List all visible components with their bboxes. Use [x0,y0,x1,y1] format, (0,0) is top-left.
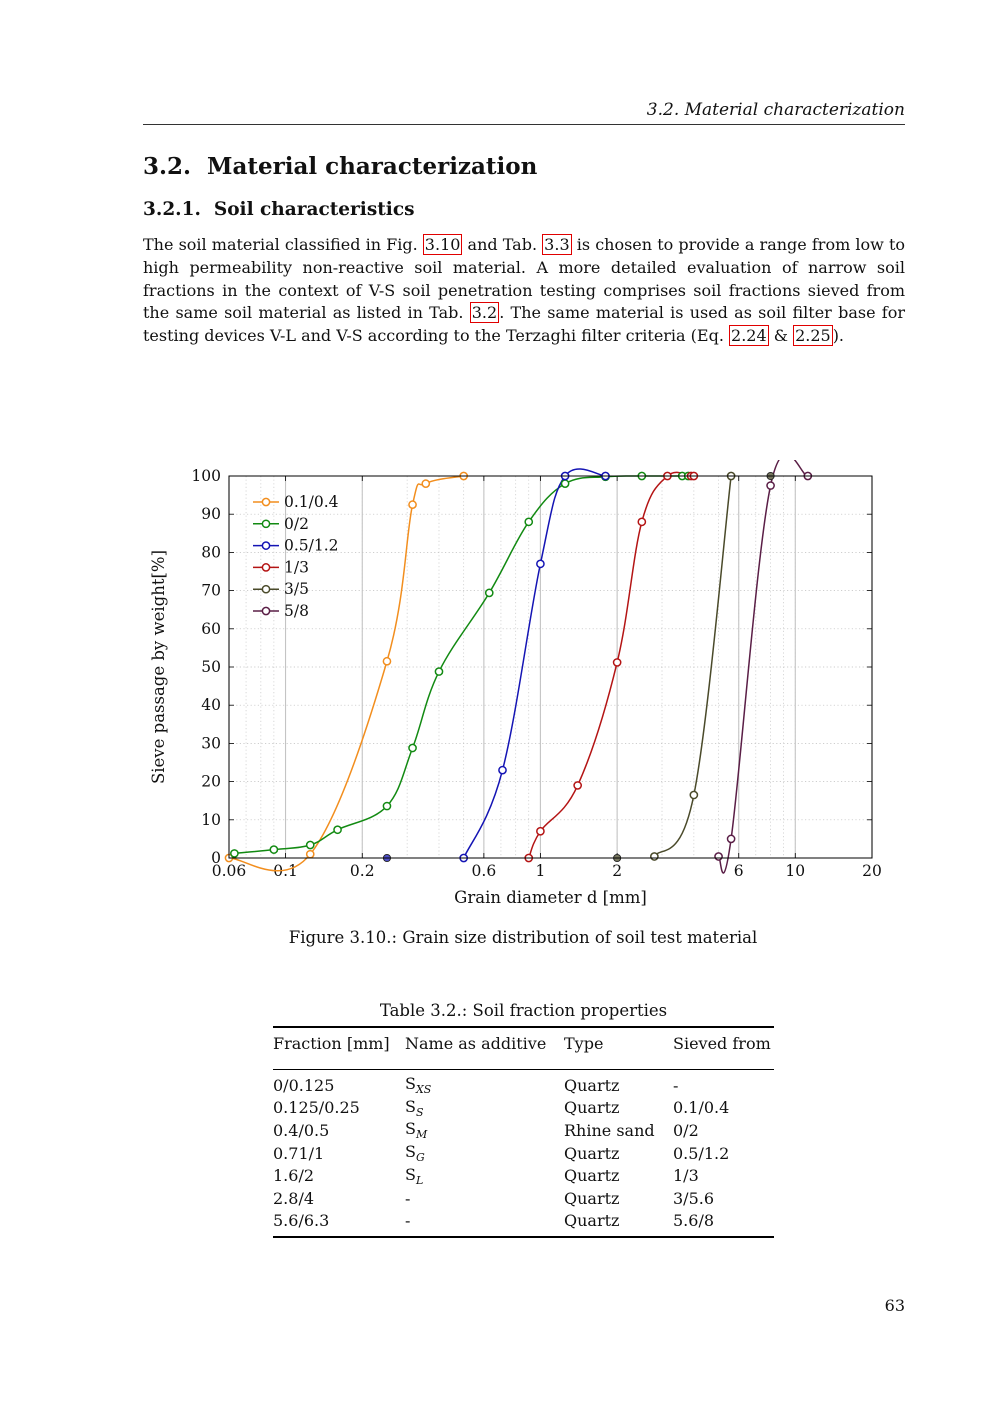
y-tick-label: 100 [191,467,221,485]
cell-type: Quartz [564,1210,673,1238]
y-tick-label: 30 [201,734,221,753]
data-point [767,482,774,489]
legend-marker [262,564,269,571]
y-tick-label: 70 [201,581,221,600]
cell-sieved-from: 5.6/8 [673,1210,774,1238]
data-point [307,851,314,858]
paragraph-text: and Tab. [462,235,543,254]
soil-fraction-table [273,1026,774,1238]
section-number: 3.2. [143,153,192,180]
data-point [334,826,341,833]
x-tick-label: 2 [612,862,623,880]
table-row [273,1142,774,1165]
cell-sieved-from: 0/2 [673,1120,699,1140]
cell-name: $S_M$ [405,1119,428,1142]
paragraph-text: . The same material is used as soil filter base for testing devices V-L and V-S according to the Terzaghi filter criteria (Eq. [143,303,905,346]
column-header-sieved: Sieved from [673,1027,774,1070]
data-point [651,853,658,860]
data-point [537,560,544,567]
x-tick-label: 0.2 [349,862,375,880]
data-point [690,791,697,798]
table-row [273,1119,774,1142]
legend-marker [262,542,269,549]
x-axis-label: Grain diameter d [mm] [454,888,647,907]
subsection-title [143,199,415,220]
table-header-row [273,1027,774,1070]
x-tick-label: 6 [733,862,744,880]
section-title-text: Material characterization [207,153,538,180]
table-reference-link[interactable]: 3.3 [544,235,570,254]
cell-fraction: 0.125/0.25 [273,1098,360,1118]
table-row [273,1210,774,1238]
cell-type: Quartz [564,1143,620,1163]
legend-label: 0.5/1.2 [284,536,339,555]
subsection-title-text: Soil characteristics [213,199,415,220]
legend-label: 3/5 [284,580,309,599]
cell-name: $S_G$ [405,1141,425,1165]
cell-fraction: 0.71/1 [273,1143,325,1163]
data-point [574,782,581,789]
data-point [715,853,722,860]
cell-name: - [405,1188,411,1208]
cell-type: Rhine sand [564,1120,655,1140]
column-header-type: Type [564,1027,673,1070]
cell-type: Quartz [564,1098,620,1118]
y-tick-label: 60 [201,619,221,638]
cell-fraction: 2.8/4 [273,1188,315,1208]
data-point [422,480,429,487]
data-point [486,589,493,596]
data-point [383,802,390,809]
cell-fraction: 5.6/6.3 [273,1210,405,1238]
figure-caption: Figure 3.10.: Grain size distribution of soil test material [288,928,758,947]
data-point [614,659,621,666]
paragraph-text: ). [832,326,845,346]
table-reference-link[interactable]: 3.2 [471,303,498,323]
legend-marker [262,498,269,505]
table-row [273,1164,774,1187]
legend-label: 5/8 [284,602,309,620]
column-header-name: Name as additive [405,1027,564,1070]
legend-label: 0/2 [284,514,309,533]
cell-sieved-from: 0.5/1.2 [673,1143,730,1163]
section-title [143,153,537,180]
y-tick-label: 10 [201,810,221,829]
figure-reference-link[interactable]: 3.10 [424,235,461,254]
table-row [273,1070,774,1097]
cell-name: - [405,1210,564,1238]
cell-fraction: 0/0.125 [273,1075,335,1095]
equation-reference-link[interactable]: 2.24 [731,326,767,346]
data-point [307,841,314,848]
data-point [499,767,506,774]
paragraph-text: & [768,326,794,346]
legend-label: 1/3 [284,558,309,577]
paragraph-text: The soil material classified in Fig. [143,235,423,254]
x-tick-label: 0.6 [471,862,497,880]
cell-fraction: 0.4/0.5 [273,1120,330,1140]
column-header-fraction: Fraction [mm] [273,1027,405,1070]
cell-fraction: 1.6/2 [273,1166,315,1186]
cell-type: Quartz [564,1166,620,1186]
table-caption: Table 3.2.: Soil fraction properties [379,1001,668,1020]
data-point [537,828,544,835]
x-tick-label: 10 [785,862,806,880]
data-point [727,835,734,842]
cell-type: Quartz [564,1075,620,1095]
x-tick-label: 0.06 [211,862,247,880]
y-tick-label: 0 [211,849,221,867]
y-tick-label: 90 [201,505,221,524]
table-row [273,1097,774,1120]
legend-label: 0.1/0.4 [284,493,339,511]
subsection-number: 3.2.1. [143,199,201,220]
equation-reference-link[interactable]: 2.25 [795,326,831,346]
cell-sieved-from: 1/3 [673,1166,699,1186]
running-head: 3.2. Material characterization [646,100,905,120]
data-point [435,668,442,675]
legend-marker [262,607,269,614]
x-tick-label: 1 [535,862,546,880]
data-point [525,518,532,525]
data-point [409,744,416,751]
paragraph-text: is chosen to provide a range from low to high permeability non-reactive soil material. A more detailed evaluation of narrow soil fractions in the context of V-S soil penetration testing comprises soil fractions sieved from the same soil material as listed in Tab. [143,235,906,323]
x-tick-label: 0.1 [273,862,298,880]
y-tick-label: 40 [201,696,221,715]
cell-sieved-from: 3/5.6 [673,1188,715,1208]
y-tick-label: 20 [201,772,221,791]
data-point [231,850,238,857]
data-point [383,658,390,665]
x-tick-label: 20 [862,862,882,880]
y-axis-label: Sieve passage by weight[%] [149,549,168,785]
cell-sieved-from: - [673,1075,679,1095]
grain-size-chart [140,460,900,910]
cell-name: $S_{XS}$ [405,1074,432,1097]
cell-name: $S_S$ [405,1096,424,1119]
data-point [270,846,277,853]
data-point [409,501,416,508]
cell-name: $S_L$ [405,1164,424,1187]
y-tick-label: 50 [201,658,221,676]
page-number: 63 [884,1296,905,1315]
table-row [273,1187,774,1210]
y-tick-label: 80 [201,543,221,562]
legend-marker [262,520,269,527]
cell-type: Quartz [564,1188,620,1208]
body-paragraph [143,234,905,348]
legend-marker [262,586,269,593]
data-point [638,518,645,525]
header-rule [143,124,905,125]
cell-sieved-from: 0.1/0.4 [673,1098,730,1118]
data-point [562,480,569,487]
